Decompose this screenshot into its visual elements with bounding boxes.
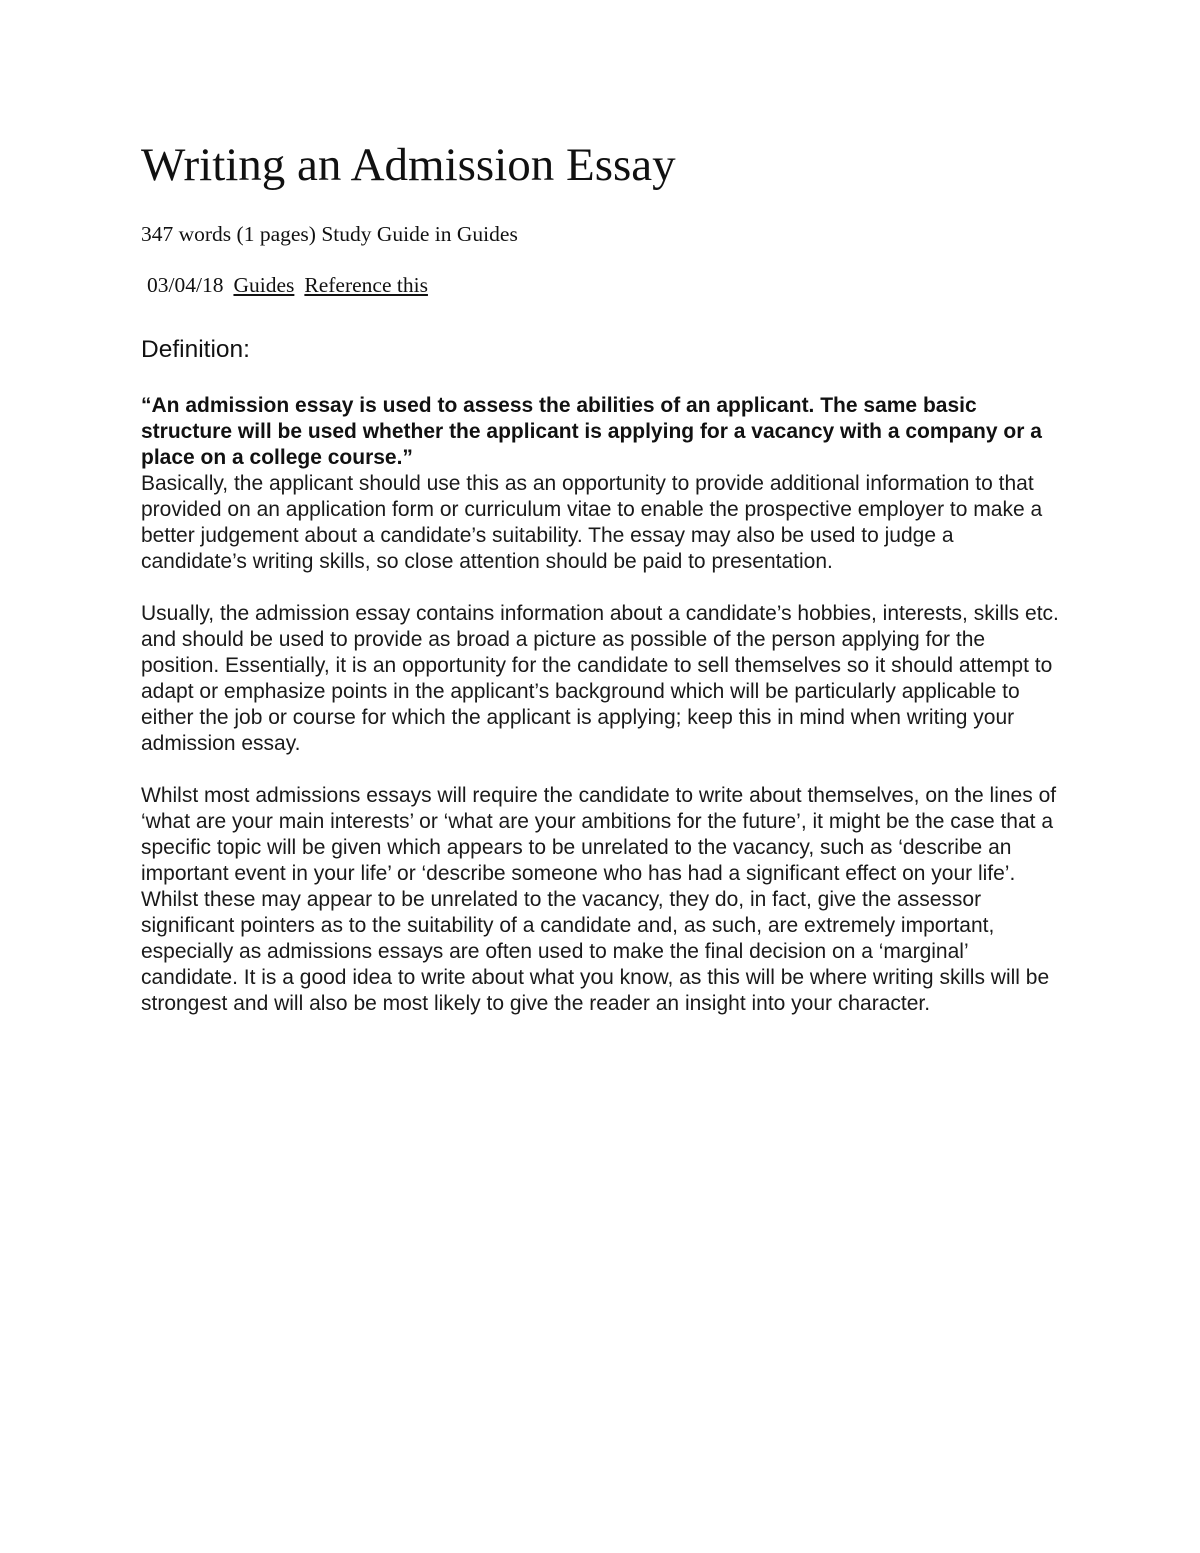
document-meta-links: [147, 273, 1061, 299]
document-page: [141, 140, 1061, 1017]
document-title: Writing an Admission Essay: [141, 139, 676, 191]
body-paragraph: Whilst most admissions essays will require the candidate to write about themselves, on the lines of ‘what are your main interests’ or ‘what are your ambitions for the future’, it might be the case that a specific topic will be given which appears to be unrelated to the vacancy, such as ‘describe an important event in your life’ or ‘describe someone who has had a significant effect on your life’. Whilst these may appear to be unrelated to the vacancy, they do, in fact, give the assessor significant pointers as to the suitability of a candidate and, as such, are extremely important, especially as admissions essays are often used to make the final decision on a ‘marginal’ candidate. It is a good idea to write about what you know, as this will be where writing skills will be strongest and will also be most likely to give the reader an insight into your character.: [141, 783, 1057, 1015]
body-paragraph: Usually, the admission essay contains information about a candidate’s hobbies, interests, skills etc. and should be used to provide as broad a picture as possible of the person applying for the position. Essentially, it is an opportunity for the candidate to sell themselves so it should attempt to adapt or emphasize points in the applicant’s background which will be particularly applicable to either the job or course for which the applicant is applying; keep this in mind when writing your admission essay.: [141, 601, 1059, 755]
document-meta: 347 words (1 pages) Study Guide in Guides: [141, 221, 518, 246]
guides-link[interactable]: Guides: [233, 273, 295, 298]
definition-heading: Definition:: [141, 336, 250, 364]
reference-this-link[interactable]: Reference this: [304, 273, 428, 298]
body-paragraph: Basically, the applicant should use this as an opportunity to provide additional information to that provided on an application form or curriculum vitae to enable the prospective employer to make a better judgement about a candidate’s suitability. The essay may also be used to judge a candidate’s writing skills, so close attention should be paid to presentation.: [141, 471, 1043, 573]
definition-quote: “An admission essay is used to assess the abilities of an applicant. The same basic structure will be used whether the applicant is applying for a vacancy with a company or a place on a college course.”: [141, 393, 1042, 469]
document-date: 03/04/18: [147, 273, 224, 298]
